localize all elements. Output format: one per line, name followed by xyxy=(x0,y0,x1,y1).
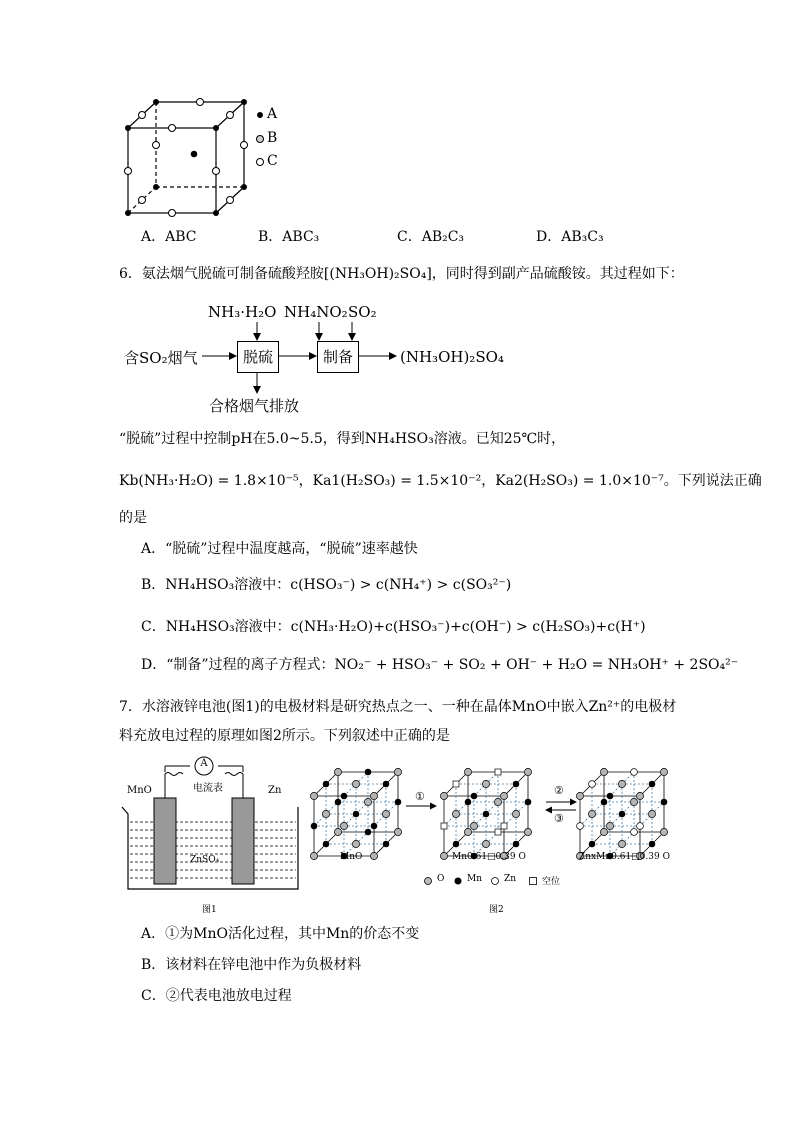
q6-option-a: A．“脱硫”过程中温度越高，“脱硫”速率越快 xyxy=(141,541,418,557)
legend-label-c: C xyxy=(267,153,278,169)
flow-reagent-nh4no2: NH₄NO₂ xyxy=(284,303,348,321)
q5-option-b: B．ABC₃ xyxy=(258,229,320,245)
step1-label: ① xyxy=(415,790,425,803)
flow-reagent-nh3h2o: NH₃·H₂O xyxy=(208,303,277,321)
legend-mn-icon xyxy=(453,876,463,886)
legend-label-a: A xyxy=(267,106,278,122)
q6-constants: Kb(NH₃·H₂O) = 1.8×10⁻⁵，Ka1(H₂SO₃) = 1.5×10⁻²，Ka2(H₂SO₃) = 1.0×10⁻⁷。下列说法正确 xyxy=(119,473,762,489)
ammeter-symbol: A xyxy=(200,758,208,769)
legend-o-icon xyxy=(423,876,433,886)
lattice-label-mno: MnO xyxy=(340,852,363,862)
step-arrows xyxy=(400,790,600,830)
flow-product: (NH₃OH)₂SO₄ xyxy=(400,348,504,366)
flow-exhaust: 合格烟气排放 xyxy=(209,397,300,415)
battery-figure xyxy=(118,752,303,897)
lattice-label-zn-inserted: ZnxMn0.61□0.39 O xyxy=(579,852,670,862)
lattice-label-activated: Mn0.61□0.39 O xyxy=(452,852,526,862)
electrode-mno-label: MnO xyxy=(127,785,152,796)
q5-option-c: C．AB₂C₃ xyxy=(397,229,465,245)
legend-zn-icon xyxy=(490,876,500,886)
flow-input-gas: 含SO₂烟气 xyxy=(124,349,198,367)
legend-o-label: O xyxy=(437,874,445,884)
q7-option-c: C．②代表电池放电过程 xyxy=(141,988,292,1004)
q6-option-b: B．NH₄HSO₃溶液中：c(HSO₃⁻) > c(NH₄⁺) > c(SO₃²⁻) xyxy=(141,577,512,593)
q7-option-b: B．该材料在锌电池中作为负极材料 xyxy=(141,957,362,973)
q6-condition: “脱硫”过程中控制pH在5.0~5.5，得到NH₄HSO₃溶液。已知25℃时， xyxy=(119,431,566,447)
legend-vacancy-label: 空位 xyxy=(542,877,561,887)
q6-tail: 的是 xyxy=(119,510,147,526)
electrolyte-label: ZnSO₄ xyxy=(190,855,220,865)
legend-zn-label: Zn xyxy=(504,874,517,884)
step2-label: ② xyxy=(554,784,564,797)
figure2-caption: 图2 xyxy=(489,905,504,915)
figure1-caption: 图1 xyxy=(202,905,217,915)
step3-label: ③ xyxy=(554,812,564,825)
flow-box-prepare-label: 制备 xyxy=(322,348,353,366)
legend-vacancy-icon xyxy=(528,876,538,886)
electrode-zn-label: Zn xyxy=(268,785,282,796)
q6-stem: 6．氨法烟气脱硫可制备硫酸羟胺[(NH₃OH)₂SO₄]，同时得到副产品硫酸铵。其过程如下： xyxy=(119,266,684,282)
legend-label-b: B xyxy=(267,130,278,146)
q7-stem-line1: 7．水溶液锌电池(图1)的电极材料是研究热点之一、一种在晶体MnO中嵌入Zn²⁺的电极材 xyxy=(119,699,677,715)
q5-option-d: D．AB₃C₃ xyxy=(536,229,604,245)
q7-option-a: A．①为MnO活化过程，其中Mn的价态不变 xyxy=(141,926,420,942)
ammeter-label: 电流表 xyxy=(193,783,223,794)
flow-box-desulfurize-label: 脱硫 xyxy=(242,348,273,366)
q6-option-c: C．NH₄HSO₃溶液中：c(NH₃·H₂O)+c(HSO₃⁻)+c(OH⁻) > c(H₂SO₃)+c(H⁺) xyxy=(141,619,646,635)
q6-option-d: D．“制备”过程的离子方程式：NO₂⁻ + HSO₃⁻ + SO₂ + OH⁻ + H₂O = NH₃OH⁺ + 2SO₄²⁻ xyxy=(141,657,739,673)
legend-mn-label: Mn xyxy=(467,874,483,884)
q7-stem-line2: 料充放电过程的原理如图2所示。下列叙述中正确的是 xyxy=(119,728,450,744)
q5-option-a: A．ABC xyxy=(141,229,197,245)
flow-reagent-so2: SO₂ xyxy=(348,303,377,321)
flow-arrows xyxy=(0,0,794,420)
